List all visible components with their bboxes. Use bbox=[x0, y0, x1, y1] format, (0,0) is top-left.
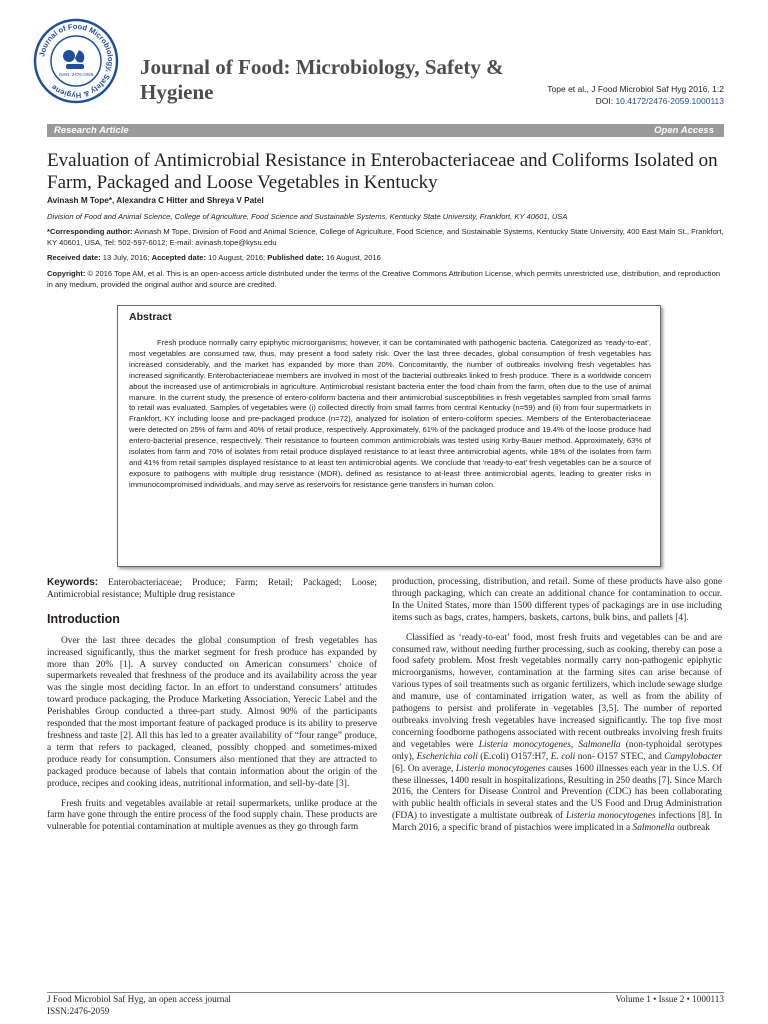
doi-link[interactable]: 10.4172/2476-2059.1000113 bbox=[615, 95, 724, 106]
accepted-label: Accepted date: bbox=[151, 253, 207, 262]
keywords-label: Keywords: bbox=[47, 577, 99, 588]
keywords-text: Enterobacteriaceae; Produce; Farm; Retail; Packaged; Loose; Antimicrobial resistance; Multiple drug resistance bbox=[47, 578, 378, 600]
abstract-text: Fresh produce normally carry epiphytic microorganisms; however, it can be contaminated with pathogenic bacteria. Categorized as ‘ready-to-eat’, most vegetables are consumed raw, thus, may present a food safety risk. Over the last three decades, global consumption of fresh vegetables has increased considerably, and the market has expanded by more than 20%. Concomitantly, the number of outbreaks involving fresh vegetables has increased significantly. Enterobacteriaceae members are involved in most of the bacterial outbreaks linked to fresh produce. There is a worldwide concern about the increased use of antimicrobials in agriculture. Antimicrobial resistant bacteria enter the food chain from the farm, often due to the use of animal manure. In the current study, the presence of entero-coliform bacteria and their antimicrobial susceptibilities in fresh vegetables sampled from small farms to retail was evaluated. Samples of vegetables were (i) collected directly from small farms from central Kentucky (n=59) and (ii) from four supermarkets in Frankfort, KY including loose and pre-packaged produce (n=72), analyzed for isolation of entero-coliform species. Members of the Enterobacteriaceae were detected on 25% of farm and 40% of retail produce, respectively. Approximately, 61% of the packaged produce and 19.4% of the loose produce had entero-bacterial presence, respectively. Their resistance to fourteen common antimicrobials was tested using Kirby-Bauer method. Approximately, 63% of isolates from farm and 70% of isolates from retail produce displayed resistance to at least three antimicrobial agents, while 18% of the isolates from farm and 41% from retail samples displayed resistance to at least ten antimicrobial agents. We conclude that ‘ready-to-eat’ fresh vegetables can be a source of exposure to pathogens with multiple drug resistance (MDR), defined as resistance to at-least three antimicrobial agents, leading to greater risks in immunocompromised individuals, and may serve as reservoirs for resistance gene transfers in human colon. bbox=[129, 338, 651, 489]
intro-paragraph-2: Fresh fruits and vegetables available at retail supermarkets, unlike produce at the farm have gone through the entire process of the food supply chain. These products are vulnerable for potential contamination at multiple avenues as they go through farm bbox=[47, 798, 377, 833]
abstract-box bbox=[117, 305, 661, 567]
footer-journal-name: J Food Microbiol Saf Hyg, an open access journal bbox=[47, 994, 231, 1004]
right-column bbox=[392, 577, 722, 843]
footer-issn: ISSN:2476-2059 bbox=[47, 1006, 110, 1016]
intro-paragraph-4: Classified as ‘ready-to-eat’ food, most fresh fruits and vegetables can be and are consumed raw, without needing further processing, such as cooking, thereby can pose a food safety problem. Most fresh vegetables normally carry non-pathogenic epiphytic microorganisms, however, contamination at the farming sites can arise because of various types of soil treatments such as organic fertilizers, which include sewage sludge and manure, use of contaminated irrigation water, as well as from the ability of pathogens to persist and proliferate in vegetables [3,5]. The number of reported outbreaks involving fresh vegetables have increased significantly. The top five most concerning foodborne pathogens associated with recent outbreaks involving fresh fruits and vegetables were Listeria monocytogenes, Salmonella (non-typhoidal serotypes only), Escherichia coli (E.coli) O157:H7, E. coli non- O157 STEC, and Campylobacter [6]. On average, Listeria monocytogenes causes 1600 illnesses each year in the U.S. Of these illnesses, 1400 result in hospitalizations, Resulting in 250 deaths [7]. Since March 2016, the Centers for Disease Control and Prevention (CDC) has been collaborating with public health officials in several states and the US Food and Drug Administration (FDA) to investigate a multistate outbreak of Listeria monocytogenes infections [8]. In March 2016, a specific brand of pistachios were implicated in a Salmonella outbreak bbox=[392, 632, 723, 834]
logo-issn: ISSN: 2476-2059 bbox=[58, 72, 94, 77]
corresp-label: *Corresponding author: bbox=[47, 227, 133, 236]
doi-label: DOI: bbox=[595, 95, 614, 106]
copyright-label: Copyright: bbox=[47, 269, 86, 278]
citation-block bbox=[547, 84, 724, 107]
journal-title: Journal of Food: Microbiology, Safety & Hygiene bbox=[140, 55, 504, 104]
copyright-text: © 2016 Tope AM, et al. This is an open-access article distributed under the terms of the Creative Commons Attribution License, which permits unrestricted use, distribution, and reproduction in any medium, provided the original author and source are credited. bbox=[47, 269, 721, 289]
journal-logo bbox=[33, 18, 119, 104]
corresponding-author bbox=[47, 227, 724, 248]
published-date: 16 August, 2016 bbox=[325, 253, 381, 262]
abstract-heading: Abstract bbox=[129, 311, 172, 323]
footer-journal bbox=[47, 993, 231, 1017]
intro-paragraph-1: Over the last three decades the global consumption of fresh vegetables has increased significantly, thus the market segment for fresh produce has expanded by more than 20% [1]. A survey conducted on American consumers’ choice of supermarkets revealed that freshness of the produce and its availability across the year was the single most deciding factor. In an effort to understand consumers’ attitudes toward produce packaging, the Produce Marketing Association, Yerecic Label and the Perishables Group conducted a three-part study. Almost 90% of the participants responded that the most important feature of packaged produce is its ability to preserve freshness and taste [2]. All this has led to a greater availability of “four range” produce, a term that refers to packaged, cleaned, possibly chopped and sometimes-mixed produce ready for consumption. Consumers also mentioned that they are attracted to packaged produce because of labels that contain information about the origin of the produce, recipes and cooking ideas, nutritional information, and sell-by-date [3]. bbox=[47, 635, 377, 789]
svg-text:Journal of Food Microbiology, bbox=[37, 22, 115, 100]
logo-ring-text: Journal of Food Microbiology, Safety & Hygiene bbox=[37, 21, 116, 101]
copyright bbox=[47, 269, 724, 290]
received-label: Received date: bbox=[47, 253, 101, 262]
published-label: Published date: bbox=[267, 253, 324, 262]
intro-paragraph-3: production, processing, distribution, and retail. Some of these products have also gone through packaging, which can create an additional chance for contamination to occur. In the United States, more than 1500 different types of packagings are in use including items such as bags, crates, hampers, baskets, cartons, bulk bins, and pallets [4]. bbox=[392, 577, 722, 623]
received-date: 13 July, 2016; bbox=[102, 253, 150, 262]
left-column bbox=[47, 577, 377, 842]
keywords bbox=[47, 577, 377, 602]
article-type: Research Article bbox=[54, 125, 129, 136]
footer-volume: Volume 1 • Issue 2 • 1000113 bbox=[615, 994, 724, 1004]
introduction-heading: Introduction bbox=[47, 611, 120, 626]
affiliation: Division of Food and Animal Science, College of Agriculture, Food Science and Sustainable Systems, Kentucky State University, Frankfort, KY 40601, USA bbox=[47, 212, 568, 221]
corresp-text: Avinash M Tope, Division of Food and Animal Science, College of Agriculture, Food Science, and Sustainable Systems, Kentucky State University, 400 East Main St., Frankfort, KY 40601, USA, Tel: 502-597-6012; E-mail: avinash.tope@kysu.edu bbox=[47, 227, 724, 247]
paper-title: Evaluation of Antimicrobial Resistance in Enterobacteriaceae and Coliforms Isolated on Farm, Packaged and Loose Vegetables in Kentucky bbox=[47, 150, 718, 193]
open-access-label: Open Access bbox=[654, 125, 714, 136]
article-type-bar bbox=[47, 124, 724, 137]
accepted-date: 10 August, 2016; bbox=[208, 253, 266, 262]
citation-text: Tope et al., J Food Microbiol Saf Hyg 2016, 1:2 bbox=[547, 84, 724, 94]
authors: Avinash M Tope*, Alexandra C Hitter and Shreya V Patel bbox=[47, 196, 264, 205]
dates bbox=[47, 253, 724, 264]
